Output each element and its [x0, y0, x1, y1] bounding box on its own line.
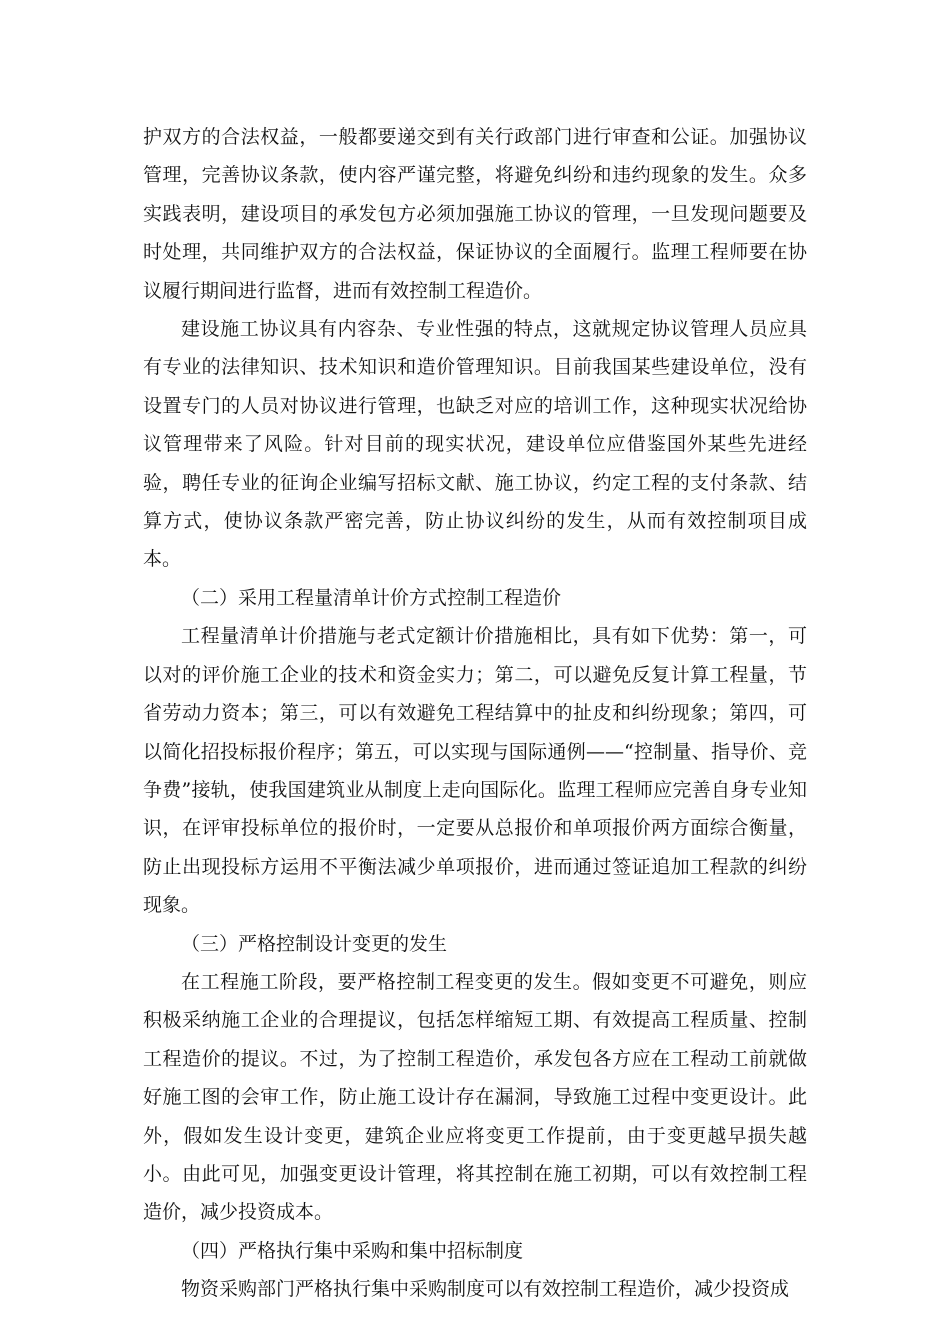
paragraph-contract-management: 建设施工协议具有内容杂、专业性强的特点，这就规定协议管理人员应具有专业的法律知识、技术知识和造价管理知识。目前我国某些建设单位，没有设置专门的人员对协议进行管理，也缺乏对应的培训工作，这种现实状况给协议管理带来了风险。针对目前的现实状况，建设单位应借鉴国外某些先进经验，聘任专业的征询企业编写招标文献、施工协议，约定工程的支付条款、结算方式，使协议条款严密完善，防止协议纠纷的发生，从而有效控制项目成本。 [143, 318, 807, 571]
section-heading-4: （四）严格执行集中采购和集中招标制度 [181, 1239, 524, 1262]
section-heading-2: （二）采用工程量清单计价方式控制工程造价 [181, 586, 562, 609]
paragraph-centralized-procurement: 物资采购部门严格执行集中采购制度可以有效控制工程造价，减少投资成 [181, 1278, 790, 1301]
section-heading-3: （三）严格控制设计变更的发生 [181, 932, 448, 955]
document-body [143, 118, 807, 1309]
paragraph-bill-of-quantities: 工程量清单计价措施与老式定额计价措施相比，具有如下优势：第一，可以对的评价施工企业的技术和资金实力；第二，可以避免反复计算工程量，节省劳动力资本；第三，可以有效避免工程结算中的扯皮和纠纷现象；第四，可以简化招投标报价程序；第五，可以实现与国际通例——“控制量、指导价、竞争费”接轨，使我国建筑业从制度上走向国际化。监理工程师应完善自身专业知识，在评审投标单位的报价时，一定要从总报价和单项报价两方面综合衡量，防止出现投标方运用不平衡法减少单项报价，进而通过签证追加工程款的纠纷现象。 [143, 625, 807, 917]
paragraph-continued: 护双方的合法权益，一般都要递交到有关行政部门进行审查和公证。加强协议管理，完善协议条款，使内容严谨完整，将避免纠纷和违约现象的发生。众多实践表明，建设项目的承发包方必须加强施工协议的管理，一旦发现问题要及时处理，共同维护双方的合法权益，保证协议的全面履行。监理工程师要在协议履行期间进行监督，进而有效控制工程造价。 [143, 126, 807, 302]
paragraph-design-change: 在工程施工阶段，要严格控制工程变更的发生。假如变更不可避免，则应积极采纳施工企业的合理提议，包括怎样缩短工期、有效提高工程质量、控制工程造价的提议。不过，为了控制工程造价，承发包各方应在工程动工前就做好施工图的会审工作，防止施工设计存在漏洞，导致施工过程中变更设计。此外，假如发生设计变更，建筑企业应将变更工作提前，由于变更越早损失越小。由此可见，加强变更设计管理，将其控制在施工初期，可以有效控制工程造价，减少投资成本。 [143, 970, 807, 1224]
